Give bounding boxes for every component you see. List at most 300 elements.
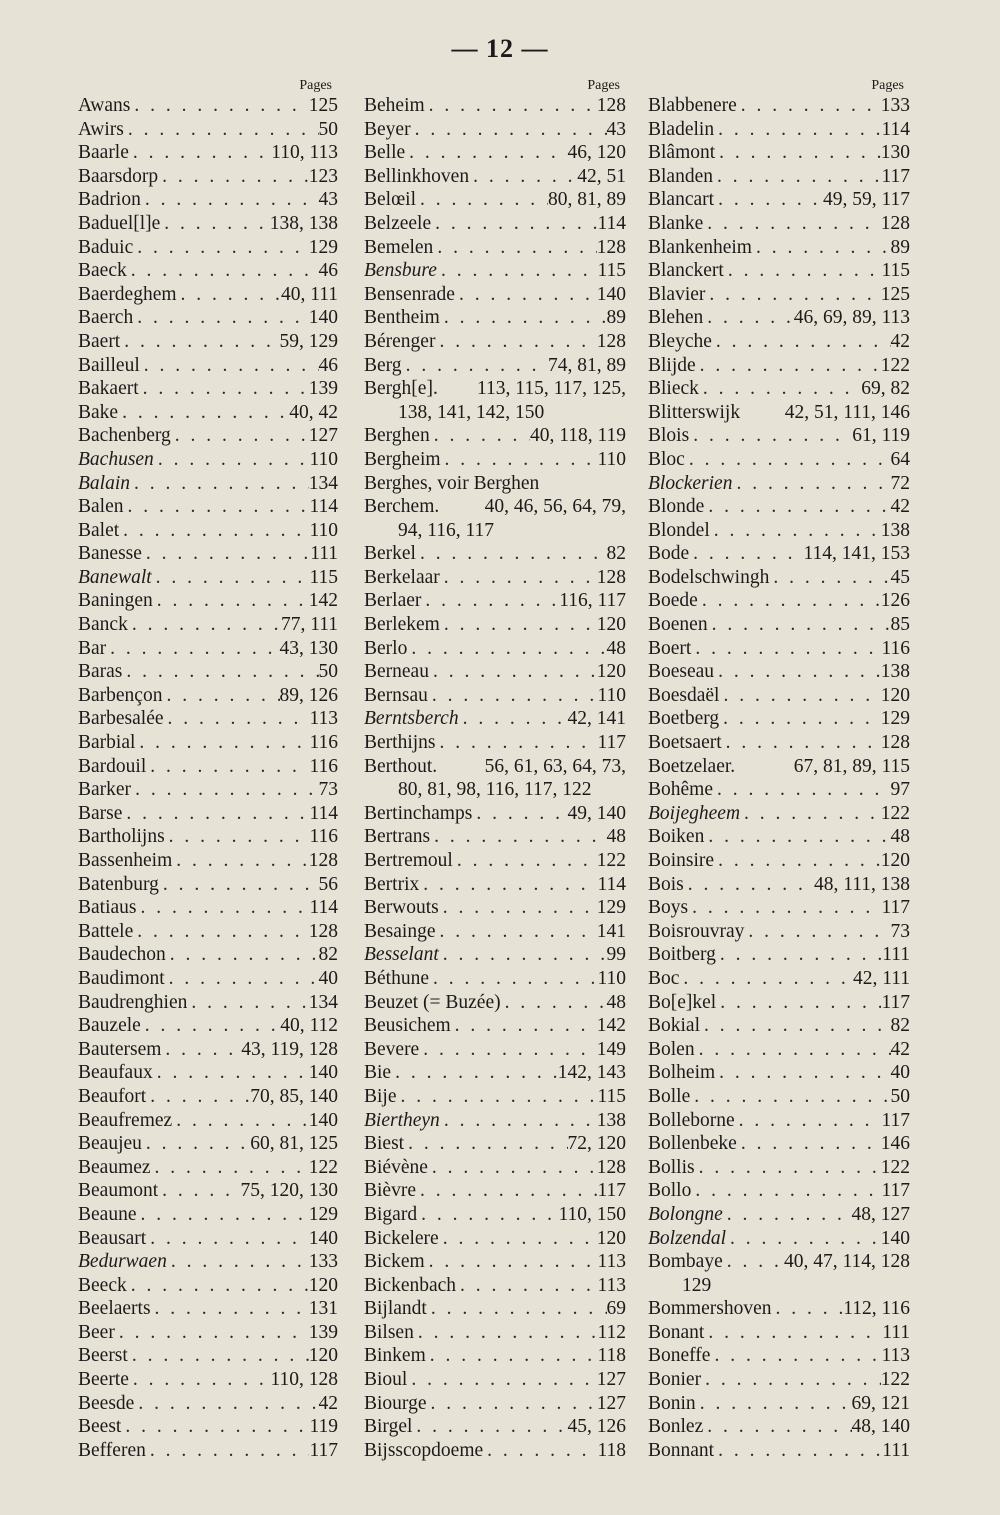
entry-name: Baduel[l]e (78, 212, 161, 234)
entry-pages: 50 (318, 661, 338, 683)
entry-name: Boneffe (648, 1345, 711, 1367)
dot-leader (713, 165, 881, 189)
index-entry (78, 188, 338, 212)
index-entry (364, 1085, 626, 1109)
index-entry (364, 1203, 626, 1227)
dot-leader (726, 1227, 881, 1251)
index-entry (78, 1415, 338, 1439)
entry-name: Boinsire (648, 850, 715, 871)
index-entry (78, 495, 338, 519)
entry-name: Bollenbeke (648, 1133, 737, 1155)
dot-leader (127, 259, 319, 283)
entry-pages: 134 (308, 991, 338, 1013)
entry-pages: 49, 140 (567, 802, 626, 824)
entry-name: Bassenheim (78, 850, 173, 871)
entry-pages: 120 (880, 850, 910, 871)
dot-leader (419, 1038, 597, 1062)
index-entry (78, 1227, 338, 1251)
entry-name: Bérenger (364, 330, 436, 352)
dot-leader (152, 566, 310, 590)
entry-name: Blockerien (648, 472, 733, 494)
index-entry (364, 684, 626, 708)
entry-name: Bode (648, 543, 690, 565)
entry-pages: 42 (890, 496, 910, 518)
entry-pages: 116, 117 (559, 590, 626, 612)
index-column-2 (364, 78, 626, 1462)
dot-leader (146, 1085, 250, 1109)
entry-pages: 82 (318, 944, 338, 966)
entry-pages: 140 (308, 1227, 338, 1249)
entry-name: Baudrenghien (78, 991, 188, 1013)
dot-leader (158, 165, 309, 189)
index-entry (78, 1156, 338, 1180)
entry-pages: 45 (890, 566, 910, 588)
pages-label: Pages (299, 78, 332, 93)
entry-pages: 142 (596, 1015, 626, 1037)
entry-name: Badrion (78, 189, 141, 211)
dot-leader (435, 330, 596, 354)
entry-pages: 114 (881, 118, 910, 140)
index-entry (364, 613, 626, 637)
index-entry (78, 684, 338, 708)
entry-name: Bailleul (78, 354, 140, 376)
dot-leader (416, 188, 548, 212)
entry-pages: 89, 126 (279, 684, 338, 706)
index-entry (78, 424, 338, 448)
dot-leader (716, 991, 881, 1015)
entry-pages: 111 (882, 1321, 910, 1343)
index-entry (78, 472, 338, 496)
dot-leader (426, 1392, 596, 1416)
index-entry (364, 1274, 626, 1298)
index-entry (78, 566, 338, 590)
index-entry (364, 1038, 626, 1062)
dot-leader (429, 660, 597, 684)
entry-name: Befferen (78, 1439, 146, 1461)
entry-pages: 43 (318, 189, 338, 211)
index-entry (78, 613, 338, 637)
index-entry (364, 1156, 626, 1180)
entry-name: Blankenheim (648, 236, 752, 258)
dot-leader (744, 920, 890, 944)
dot-leader (115, 1321, 309, 1345)
dot-leader (165, 825, 310, 849)
entry-pages: 111 (882, 944, 910, 966)
entry-pages: 48, 111, 138 (813, 873, 910, 895)
dot-leader (133, 920, 309, 944)
dot-leader (122, 660, 318, 684)
index-entry (78, 1109, 338, 1133)
index-entry (364, 236, 626, 260)
index-entry (648, 141, 910, 165)
entry-name: Baarle (78, 142, 129, 164)
entry-name: Beerst (78, 1345, 128, 1367)
index-entry (78, 1038, 338, 1062)
entry-name: Balet (78, 519, 120, 541)
index-entry (648, 566, 910, 590)
index-entry (648, 236, 910, 260)
dot-leader (732, 472, 890, 496)
entry-pages: 113 (597, 1251, 626, 1273)
entry-name: Awirs (78, 118, 124, 140)
entry-name: Blancart (648, 189, 715, 211)
dot-leader (430, 424, 530, 448)
entry-pages: 89 (606, 307, 626, 329)
index-entry (648, 118, 910, 142)
dot-leader (440, 566, 597, 590)
dot-leader (421, 589, 559, 613)
entry-name: Bije (364, 1085, 397, 1107)
index-entry (78, 873, 338, 897)
entry-pages: 122 (880, 802, 910, 824)
dot-leader (397, 1085, 598, 1109)
entry-pages: 75, 120, 130 (240, 1180, 338, 1202)
dot-leader (440, 306, 607, 330)
entry-name: Blanckert (648, 260, 724, 282)
entry-name: Bergh[e]. (364, 378, 438, 400)
dot-leader (416, 1179, 597, 1203)
entry-name: Blitterswijk (648, 401, 741, 423)
entry-name: Beesde (78, 1392, 135, 1414)
dot-leader (146, 755, 309, 779)
entry-pages: 115 (597, 1085, 626, 1107)
dot-leader (710, 1344, 881, 1368)
dot-leader (703, 212, 881, 236)
index-entry (364, 1014, 626, 1038)
index-entry (648, 1203, 910, 1227)
entry-name: Berkel (364, 543, 416, 565)
entry-pages: 48 (606, 826, 626, 848)
dot-leader (689, 424, 852, 448)
entry-pages: 114 (309, 496, 338, 518)
entry-pages: 40, 118, 119 (529, 425, 626, 447)
entry-pages: 114, 141, 153 (803, 543, 910, 565)
entry-name: Blondel (648, 519, 710, 541)
entry-name: Berwouts (364, 897, 439, 919)
dot-leader (146, 1227, 309, 1251)
index-entry (648, 1038, 910, 1062)
dot-leader (703, 1415, 851, 1439)
index-entry (78, 589, 338, 613)
entry-name: Boetsaert (648, 732, 722, 754)
entry-name: Bollo (648, 1180, 692, 1202)
dot-leader (187, 991, 308, 1015)
dot-leader (501, 991, 607, 1015)
entry-name: Bedurwaen (78, 1251, 167, 1273)
entry-pages: 45, 126 (567, 1416, 626, 1438)
entry-pages: 113, 115, 117, 125, (477, 378, 626, 400)
index-entry (78, 542, 338, 566)
index-entry (648, 873, 910, 897)
entry-pages: 46, 120 (567, 142, 626, 164)
entry-pages: 138 (880, 661, 910, 683)
entry-pages: 140 (308, 1062, 338, 1084)
entry-pages: 123 (308, 165, 338, 187)
dot-leader (708, 613, 891, 637)
entry-name: Baerch (78, 307, 134, 329)
index-entry (648, 755, 910, 779)
index-entry (648, 684, 910, 708)
index-entry (364, 495, 626, 519)
entry-name: Bombaye (648, 1251, 723, 1273)
entry-name: Bollis (648, 1156, 695, 1178)
entry-name: Bièvre (364, 1180, 416, 1202)
index-entry (78, 118, 338, 142)
entry-pages: 42, 111 (852, 967, 910, 989)
index-entry (364, 1368, 626, 1392)
dot-leader (679, 967, 853, 991)
entry-pages: 116 (309, 826, 338, 848)
entry-name: Berghes, voir Berghen (364, 472, 540, 494)
index-entry (78, 896, 338, 920)
index-entry (648, 778, 910, 802)
entry-name: Bijsscopdoeme (364, 1439, 484, 1461)
index-entry (364, 472, 626, 496)
entry-name: Bartholijns (78, 826, 165, 848)
dot-leader (698, 589, 881, 613)
index-entry (364, 920, 626, 944)
dot-leader (133, 306, 309, 330)
entry-pages: 140 (308, 307, 338, 329)
dot-leader (160, 212, 269, 236)
dot-leader (716, 943, 882, 967)
index-entry (364, 896, 626, 920)
index-entry (364, 802, 626, 826)
index-entry (648, 1368, 910, 1392)
entry-name: Berlekem (364, 614, 440, 636)
entry-pages: 50 (318, 118, 338, 140)
entry-name: Beyer (364, 118, 411, 140)
entry-pages: 48 (606, 991, 626, 1013)
index-entry (648, 401, 910, 425)
dot-leader (684, 873, 814, 897)
dot-leader (407, 637, 606, 661)
dot-leader (165, 967, 319, 991)
entry-pages: 138 (880, 519, 910, 541)
dot-leader (433, 236, 596, 260)
entry-pages: 128 (880, 212, 910, 234)
entry-pages: 127 (596, 1369, 626, 1391)
dot-leader (441, 448, 598, 472)
index-entry (364, 731, 626, 755)
index-entry (78, 755, 338, 779)
entry-pages: 99 (606, 944, 626, 966)
index-entry (364, 967, 626, 991)
dot-leader (735, 1109, 882, 1133)
entry-pages: 110 (309, 519, 338, 541)
dot-leader (402, 354, 548, 378)
index-entry (78, 1297, 338, 1321)
entry-name: Béthune (364, 967, 429, 989)
entry-name: Berg (364, 354, 402, 376)
entry-pages: 129 (308, 236, 338, 258)
entry-pages: 82 (890, 1015, 910, 1037)
index-entry (78, 707, 338, 731)
index-entry (648, 188, 910, 212)
entry-name: Biévène (364, 1156, 428, 1178)
dot-leader (705, 283, 880, 307)
entry-pages: 127 (596, 1392, 626, 1414)
entry-name: Beaumez (78, 1156, 151, 1178)
dot-leader (129, 141, 271, 165)
entry-pages: 112 (597, 1321, 626, 1343)
entry-pages: 72 (890, 472, 910, 494)
index-entry (78, 660, 338, 684)
dot-leader (691, 637, 881, 661)
entry-pages: 115 (881, 260, 910, 282)
index-entry (648, 165, 910, 189)
index-entry (648, 1156, 910, 1180)
index-entry (648, 283, 910, 307)
pages-label: Pages (587, 78, 620, 93)
index-entry (364, 566, 626, 590)
entry-pages: 114 (597, 212, 626, 234)
dot-leader (740, 802, 881, 826)
index-entry (648, 306, 910, 330)
index-entry (78, 1274, 338, 1298)
index-entry (648, 330, 910, 354)
entry-pages: 60, 81, 125 (250, 1133, 338, 1155)
entry-name: Batiaus (78, 897, 137, 919)
dot-leader (715, 141, 881, 165)
entry-pages: 69, 82 (861, 378, 910, 400)
entry-name: Bakaert (78, 378, 139, 400)
index-entry (78, 306, 338, 330)
entry-pages: 117 (597, 732, 626, 754)
dot-leader (714, 188, 823, 212)
entry-pages: 73 (890, 920, 910, 942)
entry-pages: 40 (318, 967, 338, 989)
dot-leader (437, 259, 598, 283)
dot-leader (459, 707, 568, 731)
entry-pages: 117 (881, 897, 910, 919)
dot-leader (688, 896, 881, 920)
dot-leader (167, 1250, 309, 1274)
entry-name: Boys (648, 897, 689, 919)
entry-name: Boede (648, 590, 698, 612)
index-entry (78, 967, 338, 991)
entry-pages: 125 (880, 283, 910, 305)
entry-name: Biertheyn (364, 1109, 440, 1131)
entry-name: Boesdaël (648, 684, 720, 706)
entry-name: Beer (78, 1321, 115, 1343)
dot-leader (428, 684, 598, 708)
dot-leader (127, 1274, 309, 1298)
index-entry (78, 991, 338, 1015)
entry-name: Bensenrade (364, 283, 455, 305)
entry-pages: 129 (308, 1203, 338, 1225)
dot-leader (141, 1014, 280, 1038)
entry-name: Bauzele (78, 1015, 141, 1037)
entry-name: Barker (78, 779, 132, 801)
entry-name: Beaumont (78, 1180, 159, 1202)
entry-pages: 113 (881, 1345, 910, 1367)
entry-pages: 85 (890, 614, 910, 636)
entry-name: Balen (78, 496, 124, 518)
entry-pages: 42 (890, 1038, 910, 1060)
entry-pages: 140 (308, 1109, 338, 1131)
entry-name: Baarsdorp (78, 165, 159, 187)
index-entry (364, 212, 626, 236)
entry-name: Boisrouvray (648, 920, 745, 942)
entry-pages: 69, 121 (851, 1392, 910, 1414)
entry-pages: 42 (890, 330, 910, 352)
entry-name: Bokial (648, 1015, 700, 1037)
entry-name: Bleyche (648, 330, 712, 352)
entry-pages: 122 (880, 1156, 910, 1178)
entry-name: Bolongne (648, 1203, 723, 1225)
index-entry (648, 1227, 910, 1251)
index-entry (78, 236, 338, 260)
dot-leader (691, 1179, 881, 1203)
index-entry (648, 1321, 910, 1345)
index-entry (648, 212, 910, 236)
index-entry (364, 188, 626, 212)
entry-name: Bodelschwingh (648, 566, 770, 588)
entry-name: Bolzendal (648, 1227, 726, 1249)
entry-name: Bake (78, 401, 119, 423)
entry-pages: 129 (596, 897, 626, 919)
entry-pages: 140 (596, 283, 626, 305)
entry-pages: 114 (309, 802, 338, 824)
entry-name: Bonin (648, 1392, 696, 1414)
dot-leader (689, 542, 803, 566)
entry-pages: 120 (596, 614, 626, 636)
dot-leader (429, 967, 597, 991)
entry-name: Beheim (364, 95, 425, 116)
index-entry (364, 825, 626, 849)
index-entry (648, 1344, 910, 1368)
entry-name: Bommershoven (648, 1298, 772, 1320)
entry-pages: 43, 130 (279, 637, 338, 659)
entry-pages: 142 (308, 590, 338, 612)
dot-leader (431, 212, 597, 236)
index-entry (78, 1250, 338, 1274)
entry-pages: 111 (882, 1439, 910, 1461)
entry-name: Berntsberch (364, 708, 459, 730)
index-entry (364, 141, 626, 165)
entry-pages: 120 (880, 684, 910, 706)
index-entry (364, 1415, 626, 1439)
index-entry (648, 472, 910, 496)
entry-name: Boijegheem (648, 802, 741, 824)
index-entry (648, 920, 910, 944)
entry-pages: 64 (890, 448, 910, 470)
dot-leader (701, 1368, 881, 1392)
dot-leader (703, 306, 793, 330)
entry-pages: 128 (880, 732, 910, 754)
entry-pages: 80, 81, 89 (548, 189, 626, 211)
entry-pages: 128 (596, 566, 626, 588)
entry-pages: 59, 129 (279, 330, 338, 352)
dot-leader (164, 707, 310, 731)
entry-pages: 112, 116 (843, 1298, 910, 1320)
index-entry (648, 849, 910, 873)
dot-leader (704, 495, 890, 519)
dot-leader (139, 377, 309, 401)
dot-leader (704, 825, 890, 849)
entry-name: Baerdeghem (78, 283, 177, 305)
dot-leader (129, 1368, 271, 1392)
entry-name: Besselant (364, 944, 439, 966)
dot-leader (122, 802, 309, 826)
dot-leader (737, 1132, 881, 1156)
index-entry (648, 1109, 910, 1133)
index-entry (648, 1179, 910, 1203)
entry-pages: 120 (596, 661, 626, 683)
entry-name: Bensbure (364, 260, 437, 282)
dot-leader (456, 1274, 597, 1298)
